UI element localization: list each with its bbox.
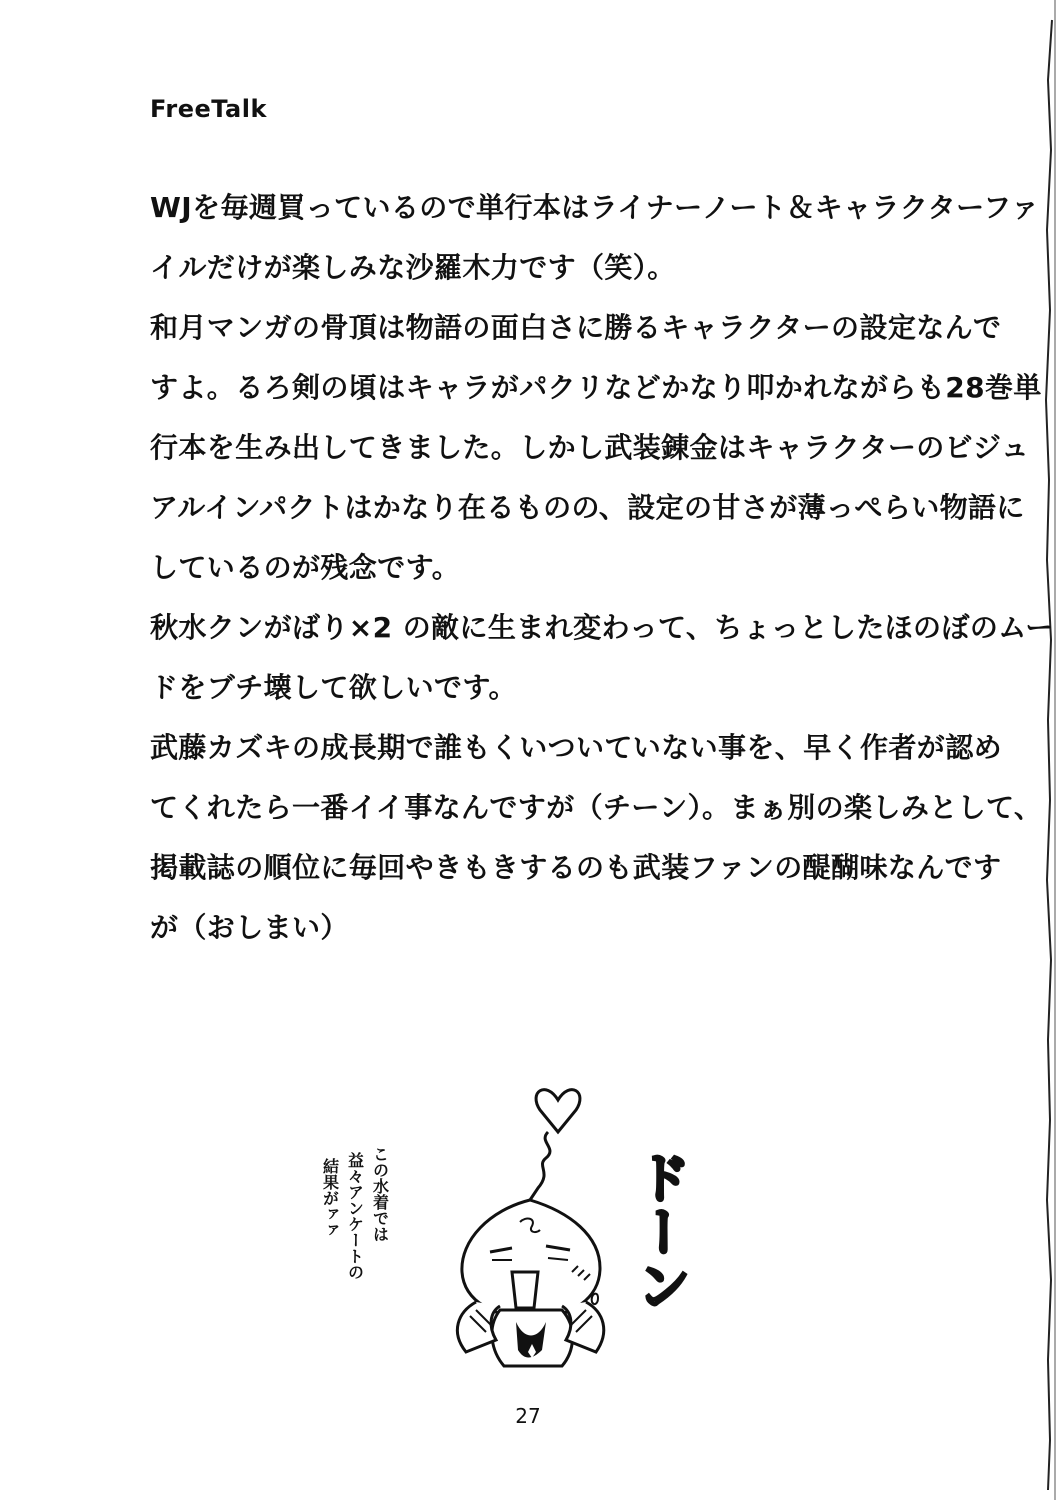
- text-line: 掲載誌の順位に毎回やきもきするのも武装ファンの醍醐味なんです: [150, 851, 1002, 884]
- caption-column: 結果がァァ: [320, 1158, 340, 1238]
- heart-icon: [536, 1090, 580, 1132]
- illustration-caption: [300, 1140, 400, 1340]
- text-line: アルインパクトはかなり在るものの、設定の甘さが薄っぺらい物語に: [150, 491, 1025, 524]
- text-line: 和月マンガの骨頂は物語の面白さに勝るキャラクターの設定なんで: [150, 311, 1002, 344]
- sound-effect: ドーン: [628, 1150, 692, 1312]
- text-line: 行本を生み出してきました。しかし武装錬金はキャラクターのビジュ: [150, 431, 1030, 464]
- text-line: 武藤カズキの成長期で誰もくいついていない事を、早く作者が認め: [150, 731, 1003, 764]
- text-line: イルだけが楽しみな沙羅木力です（笑）。: [150, 251, 676, 284]
- text-line: しているのが残念です。: [150, 551, 461, 584]
- text-line: ドをブチ壊して欲しいです。: [150, 671, 517, 704]
- page-title: FreeTalk: [150, 95, 267, 123]
- caption-column: 益々アンケートの: [345, 1152, 365, 1280]
- caption-column: この水着では: [370, 1146, 390, 1242]
- text-line: 秋水クンがばり×2 の敵に生まれ変わって、ちょっとしたほのぼのムー: [150, 611, 1054, 644]
- text-line: てくれたら一番イイ事なんですが（チーン）。まぁ別の楽しみとして、: [150, 791, 1043, 824]
- antenna: [530, 1132, 550, 1200]
- text-line: が（おしまい）: [150, 911, 349, 944]
- text-line: WJを毎週買っているので単行本はライナーノート＆キャラクターファ: [150, 191, 1040, 224]
- page-number: 27: [515, 1404, 541, 1428]
- text-line: すよ。るろ剣の頃はキャラがパクリなどかなり叩かれながらも28巻単: [150, 371, 1042, 404]
